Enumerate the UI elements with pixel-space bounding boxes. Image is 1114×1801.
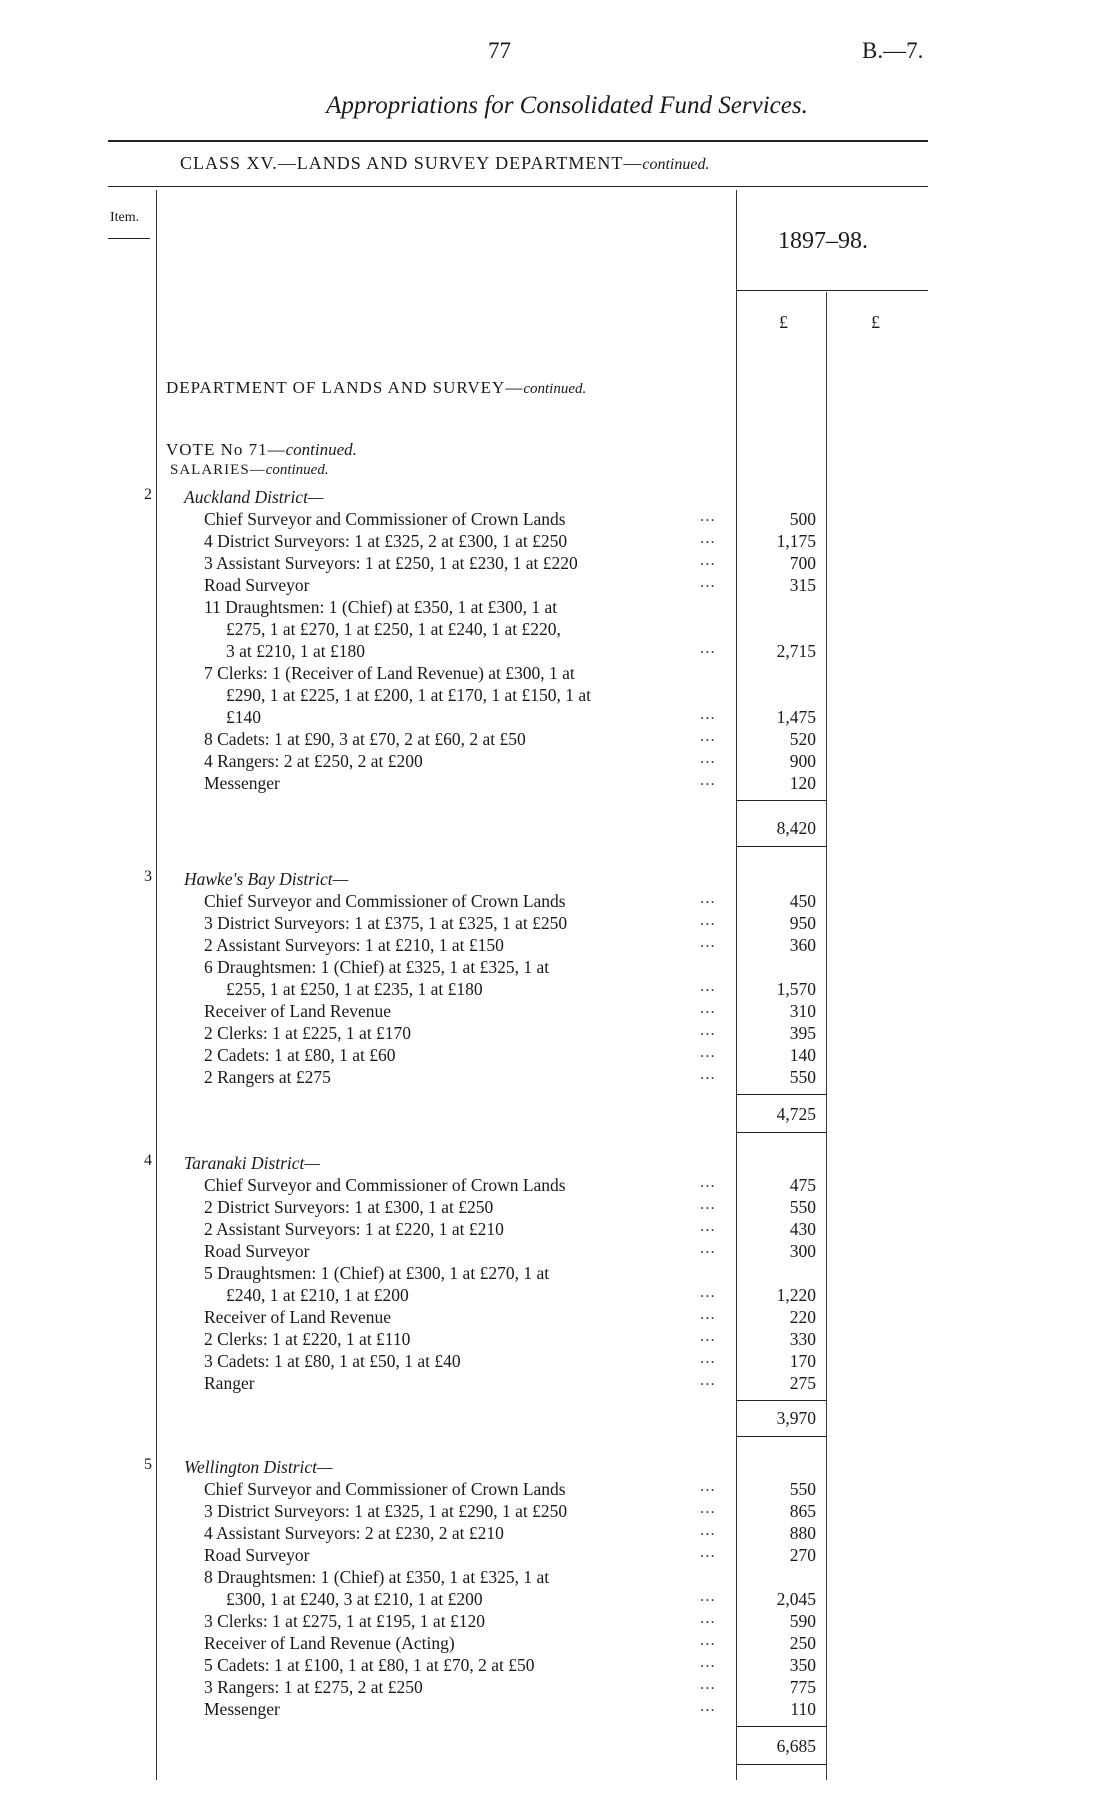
leader-dots: ... xyxy=(700,1042,716,1061)
appropriation-line: 2 Assistant Surveyors: 1 at £220, 1 at £210 xyxy=(204,1219,504,1239)
pound-column-a-header: £ xyxy=(779,312,788,332)
total-rule xyxy=(736,1764,826,1765)
appropriation-line: 7 Clerks: 1 (Receiver of Land Revenue) at £300, 1 at xyxy=(204,663,575,683)
leader-dots: ... xyxy=(700,1476,716,1495)
item-number: 4 xyxy=(144,1152,152,1169)
district-heading: Taranaki District— xyxy=(184,1153,320,1173)
leader-dots: ... xyxy=(700,910,716,929)
appropriation-line: Messenger xyxy=(204,1699,280,1719)
appropriation-line: 11 Draughtsmen: 1 (Chief) at £350, 1 at £300, 1 at xyxy=(204,597,558,617)
line-amount: 2,045 xyxy=(776,1589,816,1609)
leader-dots: ... xyxy=(700,550,716,569)
appropriation-line: 3 District Surveyors: 1 at £375, 1 at £325, 1 at £250 xyxy=(204,913,568,933)
line-amount: 250 xyxy=(789,1633,816,1653)
salaries-heading xyxy=(170,462,329,479)
year-column-header: 1897–98. xyxy=(778,228,868,254)
appropriation-line: Messenger xyxy=(204,773,280,793)
line-amount: 900 xyxy=(789,751,816,771)
line-amount: 550 xyxy=(789,1197,816,1217)
line-amount: 270 xyxy=(789,1545,816,1565)
line-amount: 430 xyxy=(789,1219,816,1239)
leader-dots: ... xyxy=(700,1020,716,1039)
line-amount: 950 xyxy=(789,913,816,933)
appropriation-line: 4 District Surveyors: 1 at £325, 2 at £300, 1 at £250 xyxy=(204,531,568,551)
leader-dots: ... xyxy=(700,1326,716,1345)
line-amount: 520 xyxy=(789,729,816,749)
salaries-heading-suffix: continued. xyxy=(265,462,329,478)
appropriation-line: 3 Assistant Surveyors: 1 at £250, 1 at £230, 1 at £220 xyxy=(204,553,578,573)
title-rule xyxy=(108,140,928,142)
leader-dots: ... xyxy=(700,1630,716,1649)
appropriation-line: 4 Rangers: 2 at £250, 2 at £200 xyxy=(204,751,423,771)
amount-column-rule-right xyxy=(826,292,827,1780)
item-header-rule xyxy=(108,238,150,239)
document-reference: B.—7. xyxy=(862,38,924,63)
appropriation-line: 3 Clerks: 1 at £275, 1 at £195, 1 at £120 xyxy=(204,1611,485,1631)
appropriation-line: £290, 1 at £225, 1 at £200, 1 at £170, 1 at £150, 1 at xyxy=(226,685,592,705)
leader-dots: ... xyxy=(700,1674,716,1693)
district-heading: Hawke's Bay District— xyxy=(184,869,349,889)
class-heading-main: CLASS XV.—LANDS AND SURVEY DEPARTMENT— xyxy=(180,153,643,173)
line-amount: 475 xyxy=(789,1175,816,1195)
department-heading xyxy=(166,378,586,398)
leader-dots: ... xyxy=(700,1696,716,1715)
subtotal-rule xyxy=(736,1400,826,1401)
leader-dots: ... xyxy=(700,1652,716,1671)
leader-dots: ... xyxy=(700,1542,716,1561)
appropriation-line: Receiver of Land Revenue xyxy=(204,1001,392,1021)
subtotal-rule xyxy=(736,1726,826,1727)
department-heading-main: DEPARTMENT OF LANDS AND SURVEY— xyxy=(166,378,524,397)
appropriation-line: 3 District Surveyors: 1 at £325, 1 at £290, 1 at £250 xyxy=(204,1501,568,1521)
line-amount: 350 xyxy=(789,1655,816,1675)
appropriation-line: Ranger xyxy=(204,1373,255,1393)
district-heading: Wellington District— xyxy=(184,1457,333,1477)
leader-dots: ... xyxy=(700,932,716,951)
line-amount: 450 xyxy=(789,891,816,911)
leader-dots: ... xyxy=(700,976,716,995)
leader-dots: ... xyxy=(700,1370,716,1389)
item-column-rule xyxy=(156,190,157,1780)
line-amount: 700 xyxy=(789,553,816,573)
line-amount: 2,715 xyxy=(776,641,816,661)
salaries-heading-main: SALARIES— xyxy=(170,462,266,478)
line-amount: 1,570 xyxy=(776,979,816,999)
leader-dots: ... xyxy=(700,1348,716,1367)
appropriation-line: 2 Clerks: 1 at £225, 1 at £170 xyxy=(204,1023,412,1043)
appropriation-line: 6 Draughtsmen: 1 (Chief) at £325, 1 at £325, 1 at xyxy=(204,957,550,977)
appropriation-line: Road Surveyor xyxy=(204,575,310,595)
line-amount: 315 xyxy=(789,575,816,595)
appropriation-line: 4 Assistant Surveyors: 2 at £230, 2 at £210 xyxy=(204,1523,504,1543)
appropriation-line: £300, 1 at £240, 3 at £210, 1 at £200 xyxy=(226,1589,483,1609)
line-amount: 110 xyxy=(790,1699,816,1719)
appropriation-line: Road Surveyor xyxy=(204,1241,310,1261)
appropriation-line: £140 xyxy=(226,707,261,727)
leader-dots: ... xyxy=(700,572,716,591)
line-amount: 170 xyxy=(789,1351,816,1371)
item-column-header: Item. xyxy=(110,210,140,225)
leader-dots: ... xyxy=(700,1238,716,1257)
total-rule xyxy=(736,846,826,847)
leader-dots: ... xyxy=(700,506,716,525)
appropriation-line: Road Surveyor xyxy=(204,1545,310,1565)
line-amount: 140 xyxy=(789,1045,816,1065)
subtotal-rule xyxy=(736,800,826,801)
appropriation-line: 8 Cadets: 1 at £90, 3 at £70, 2 at £60, 2 at £50 xyxy=(204,729,526,749)
class-heading-suffix: continued. xyxy=(642,156,710,173)
item-number: 2 xyxy=(144,486,152,503)
appropriation-line: Receiver of Land Revenue xyxy=(204,1307,392,1327)
line-amount: 500 xyxy=(789,509,816,529)
appropriation-line: 3 Rangers: 1 at £275, 2 at £250 xyxy=(204,1677,423,1697)
line-amount: 880 xyxy=(789,1523,816,1543)
class-heading xyxy=(180,153,709,174)
appropriation-line: Chief Surveyor and Commissioner of Crown Lands xyxy=(204,891,566,911)
appropriation-line: Receiver of Land Revenue (Acting) xyxy=(204,1633,455,1653)
appropriation-line: Chief Surveyor and Commissioner of Crown Lands xyxy=(204,1479,566,1499)
appropriation-line: 3 Cadets: 1 at £80, 1 at £50, 1 at £40 xyxy=(204,1351,461,1371)
appropriation-line: 2 Clerks: 1 at £220, 1 at £110 xyxy=(204,1329,411,1349)
leader-dots: ... xyxy=(700,1586,716,1605)
leader-dots: ... xyxy=(700,1172,716,1191)
district-total: 3,970 xyxy=(776,1408,816,1428)
leader-dots: ... xyxy=(700,1282,716,1301)
line-amount: 395 xyxy=(789,1023,816,1043)
appropriation-line: 2 District Surveyors: 1 at £300, 1 at £250 xyxy=(204,1197,494,1217)
line-amount: 1,220 xyxy=(776,1285,816,1305)
leader-dots: ... xyxy=(700,888,716,907)
line-amount: 865 xyxy=(789,1501,816,1521)
leader-dots: ... xyxy=(700,1064,716,1083)
item-number: 3 xyxy=(144,868,152,885)
line-amount: 310 xyxy=(789,1001,816,1021)
line-amount: 550 xyxy=(789,1067,816,1087)
pound-column-b-header: £ xyxy=(871,312,880,332)
subtotal-rule xyxy=(736,1094,826,1095)
line-amount: 1,475 xyxy=(776,707,816,727)
leader-dots: ... xyxy=(700,1194,716,1213)
district-total: 4,725 xyxy=(776,1104,816,1124)
appropriation-line: 2 Rangers at £275 xyxy=(204,1067,331,1087)
vote-heading-main: VOTE No 71— xyxy=(166,440,286,459)
line-amount: 775 xyxy=(789,1677,816,1697)
vote-heading xyxy=(166,440,357,460)
leader-dots: ... xyxy=(700,704,716,723)
line-amount: 590 xyxy=(789,1611,816,1631)
district-total: 8,420 xyxy=(776,818,816,838)
total-rule xyxy=(736,1132,826,1133)
appropriation-line: 5 Cadets: 1 at £100, 1 at £80, 1 at £70, 2 at £50 xyxy=(204,1655,535,1675)
leader-dots: ... xyxy=(700,1498,716,1517)
appropriation-line: Chief Surveyor and Commissioner of Crown Lands xyxy=(204,1175,566,1195)
vote-heading-suffix: continued. xyxy=(285,440,357,459)
total-rule xyxy=(736,1436,826,1437)
year-header-rule xyxy=(736,290,928,291)
page-number: 77 xyxy=(488,38,511,63)
leader-dots: ... xyxy=(700,748,716,767)
line-amount: 330 xyxy=(789,1329,816,1349)
line-amount: 220 xyxy=(789,1307,816,1327)
leader-dots: ... xyxy=(700,726,716,745)
leader-dots: ... xyxy=(700,638,716,657)
item-number: 5 xyxy=(144,1456,152,1473)
line-amount: 360 xyxy=(789,935,816,955)
line-amount: 120 xyxy=(789,773,816,793)
appropriation-line: £240, 1 at £210, 1 at £200 xyxy=(226,1285,409,1305)
appropriation-line: £275, 1 at £270, 1 at £250, 1 at £240, 1 at £220, xyxy=(226,619,561,639)
header-rule xyxy=(108,186,928,187)
line-amount: 300 xyxy=(789,1241,816,1261)
line-amount: 275 xyxy=(789,1373,816,1393)
appropriation-line: £255, 1 at £250, 1 at £235, 1 at £180 xyxy=(226,979,483,999)
leader-dots: ... xyxy=(700,998,716,1017)
appropriation-line: 2 Assistant Surveyors: 1 at £210, 1 at £150 xyxy=(204,935,504,955)
leader-dots: ... xyxy=(700,1216,716,1235)
leader-dots: ... xyxy=(700,1304,716,1323)
department-heading-suffix: continued. xyxy=(523,381,587,397)
district-total: 6,685 xyxy=(776,1736,816,1756)
appropriation-line: 8 Draughtsmen: 1 (Chief) at £350, 1 at £325, 1 at xyxy=(204,1567,550,1587)
leader-dots: ... xyxy=(700,770,716,789)
appropriation-line: 3 at £210, 1 at £180 xyxy=(226,641,366,661)
appropriation-line: 2 Cadets: 1 at £80, 1 at £60 xyxy=(204,1045,396,1065)
appropriation-line: 5 Draughtsmen: 1 (Chief) at £300, 1 at £270, 1 at xyxy=(204,1263,550,1283)
page-title: Appropriations for Consolidated Fund Services. xyxy=(326,92,808,119)
leader-dots: ... xyxy=(700,1520,716,1539)
leader-dots: ... xyxy=(700,1608,716,1627)
line-amount: 1,175 xyxy=(776,531,816,551)
line-amount: 550 xyxy=(789,1479,816,1499)
appropriation-line: Chief Surveyor and Commissioner of Crown Lands xyxy=(204,509,566,529)
leader-dots: ... xyxy=(700,528,716,547)
district-heading: Auckland District— xyxy=(184,487,324,507)
